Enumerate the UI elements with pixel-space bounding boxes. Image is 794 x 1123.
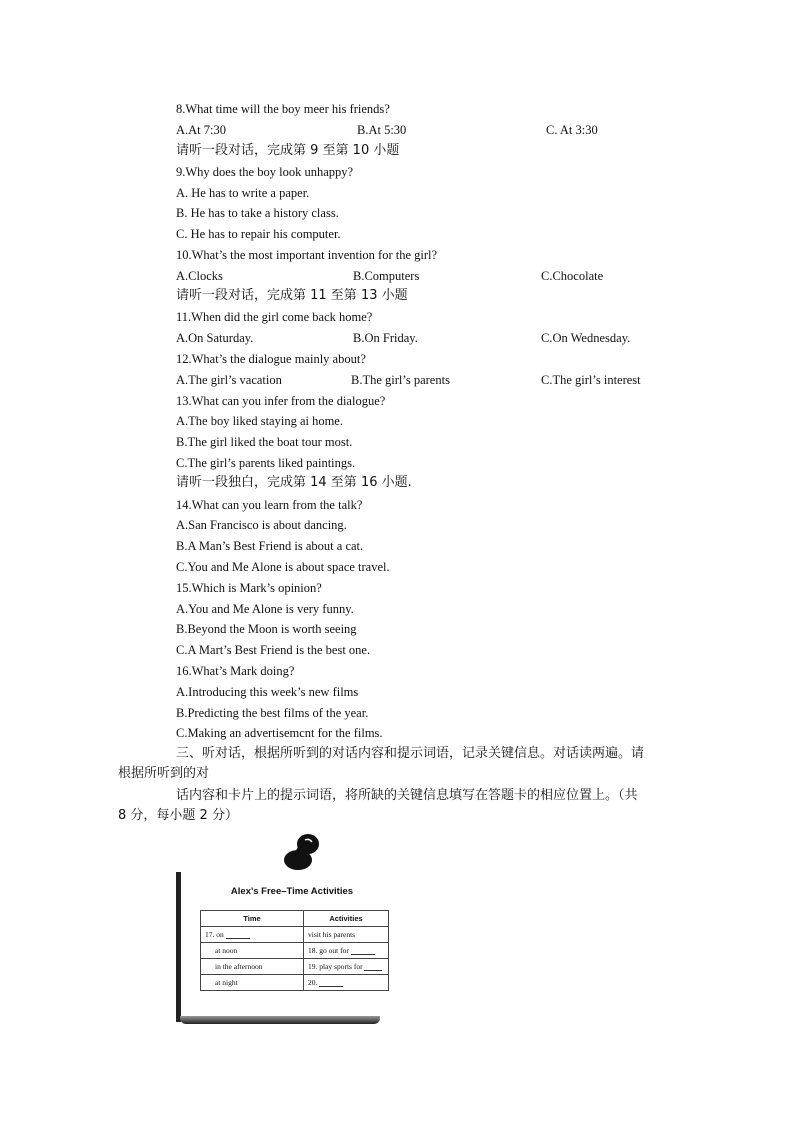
row-activity: visit his parents <box>308 930 356 939</box>
option-16a: A.Introducing this week’s new films <box>176 685 359 699</box>
answer-blank-17[interactable] <box>226 930 250 939</box>
table-row <box>201 959 389 975</box>
option-12a: A.The girl’s vacation <box>176 373 282 387</box>
row-time: in the afternoon <box>215 962 263 971</box>
answer-blank-18[interactable] <box>351 946 375 955</box>
option-9c: C. He has to repair his computer. <box>176 227 341 241</box>
question-9: 9.Why does the boy look unhappy? <box>176 165 354 179</box>
option-9b: B. He has to take a history class. <box>176 206 339 220</box>
option-10b: B.Computers <box>353 269 420 283</box>
row-activity: 18. go out for <box>308 946 349 955</box>
option-13a: A.The boy liked staying ai home. <box>176 414 343 428</box>
header-activities: Activities <box>304 911 389 927</box>
answer-blank-19[interactable] <box>364 962 382 971</box>
option-14c: C.You and Me Alone is about space travel. <box>176 560 390 574</box>
row-time: 17. on <box>205 930 224 939</box>
row-activity: 19. play sports for <box>308 962 363 971</box>
table-row <box>201 943 389 959</box>
section3-line1: 三、听对话，根据所听到的对话内容和提示词语，记录关键信息。对话读两遍。请 <box>176 746 645 761</box>
card-title: Alex's Free–Time Activities <box>230 886 354 897</box>
question-11: 11.When did the girl come back home? <box>176 310 373 324</box>
option-8c: C. At 3:30 <box>546 123 598 137</box>
table-row <box>201 975 389 991</box>
instruction-9-10: 请听一段对话，完成第 9 至第 10 小题 <box>176 143 400 158</box>
question-15: 15.Which is Mark’s opinion? <box>176 581 322 595</box>
option-11b: B.On Friday. <box>353 331 418 345</box>
option-10a: A.Clocks <box>176 269 223 283</box>
section3-line3: 话内容和卡片上的提示词语，将所缺的关键信息填写在答题卡的相应位置上。（共 <box>176 788 638 803</box>
card-shadow <box>180 1016 380 1024</box>
instruction-11-13: 请听一段对话，完成第 11 至第 13 小题 <box>176 288 408 303</box>
question-13: 13.What can you infer from the dialogue? <box>176 394 386 408</box>
option-15a: A.You and Me Alone is very funny. <box>176 602 354 616</box>
option-11c: C.On Wednesday. <box>541 331 631 345</box>
header-time: Time <box>201 911 304 927</box>
row-time: at night <box>215 978 238 987</box>
option-14a: A.San Francisco is about dancing. <box>176 518 347 532</box>
option-12b: B.The girl’s parents <box>351 373 450 387</box>
question-12: 12.What’s the dialogue mainly about? <box>176 352 366 366</box>
row-activity: 20. <box>308 978 318 987</box>
option-10c: C.Chocolate <box>541 269 604 283</box>
row-time: at noon <box>215 946 238 955</box>
option-16c: C.Making an advertisemcnt for the films. <box>176 726 383 740</box>
question-8: 8.What time will the boy meer his friends? <box>176 102 390 116</box>
option-8a: A.At 7:30 <box>176 123 226 137</box>
activity-table <box>200 910 389 991</box>
question-14: 14.What can you learn from the talk? <box>176 498 363 512</box>
question-16: 16.What’s Mark doing? <box>176 664 295 678</box>
section3-line4: 8 分，每小题 2 分） <box>118 808 238 823</box>
instruction-14-16: 请听一段独白，完成第 14 至第 16 小题. <box>176 475 412 490</box>
option-11a: A.On Saturday. <box>176 331 254 345</box>
pushpin-icon <box>276 830 324 876</box>
option-8b: B.At 5:30 <box>357 123 407 137</box>
option-13c: C.The girl’s parents liked paintings. <box>176 456 356 470</box>
option-14b: B.A Man’s Best Friend is about a cat. <box>176 539 364 553</box>
option-16b: B.Predicting the best films of the year. <box>176 706 369 720</box>
table-row <box>201 927 389 943</box>
option-13b: B.The girl liked the boat tour most. <box>176 435 353 449</box>
section3-line2: 根据所听到的对 <box>118 766 210 781</box>
option-12c: C.The girl’s interest <box>541 373 641 387</box>
question-10: 10.What’s the most important invention for the girl? <box>176 248 438 262</box>
option-15c: C.A Mart’s Best Friend is the best one. <box>176 643 371 657</box>
option-9a: A. He has to write a paper. <box>176 186 310 200</box>
option-15b: B.Beyond the Moon is worth seeing <box>176 622 357 636</box>
answer-blank-20[interactable] <box>319 978 343 987</box>
